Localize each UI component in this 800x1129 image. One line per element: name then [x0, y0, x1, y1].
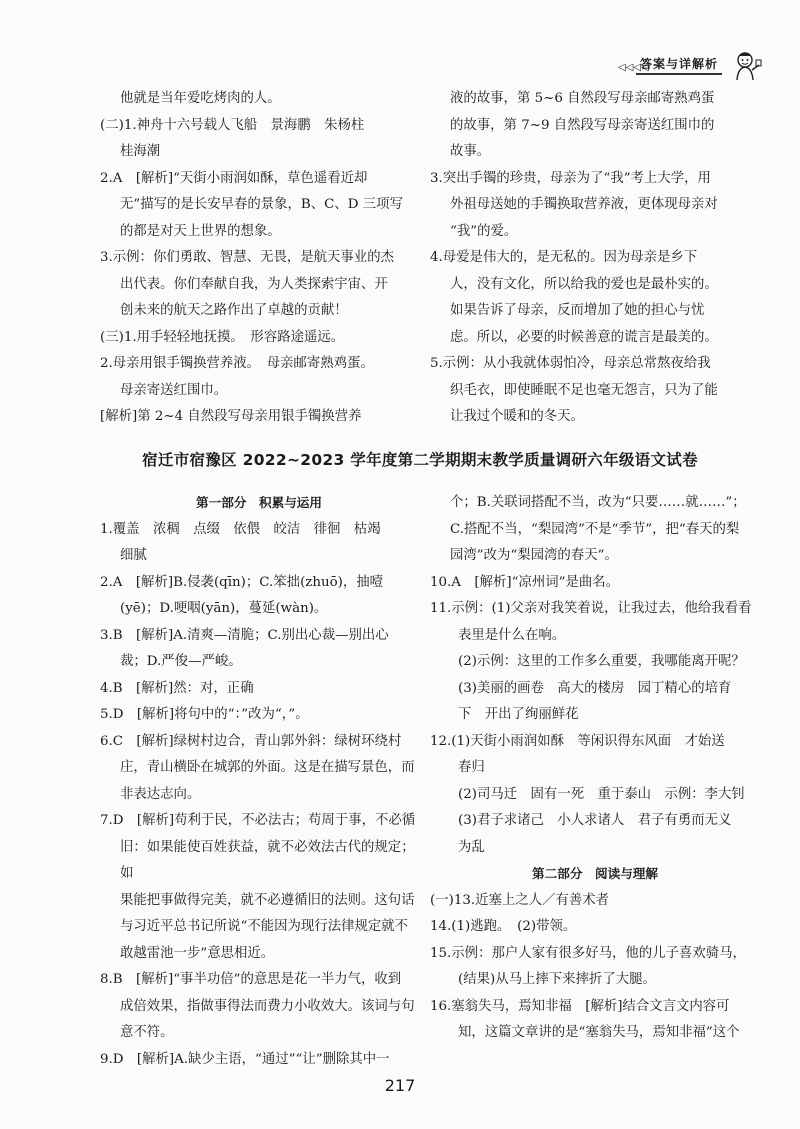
text-line: 15.示例：那户人家有很多好马，他的儿子喜欢骑马， — [430, 945, 746, 961]
text-line: 5.示例：从小我就体弱怕冷，母亲总常熬夜给我 — [430, 356, 711, 371]
bottom-right-column — [430, 490, 760, 1047]
text-line: 如果告诉了母亲，反而增加了她的担心与忧 — [450, 303, 705, 318]
text-line: 11.示例：(1)父亲对我笑着说，让我过去，他给我看看 — [430, 601, 752, 616]
part-two-heading: 第二部分 阅读与理解 — [532, 866, 658, 881]
text-line: 下 开出了绚丽鲜花 — [458, 707, 579, 722]
text-line: “我”的爱。 — [450, 223, 518, 239]
text-line: (一)13.近塞上之人／有善术者 — [430, 892, 610, 908]
text-line: 与习近平总书记所说“不能因为现行法律规定就不 — [120, 919, 409, 934]
text-line: (三)1.用手轻轻地抚摸。 形容路途遥远。 — [100, 329, 345, 345]
text-line: 敢越雷池一步”意思相近。 — [120, 945, 275, 961]
text-line: 他就是当年爱吃烤肉的人。 — [120, 91, 281, 106]
text-line: 的故事，第 7~9 自然段写母亲寄送红围巾的 — [450, 117, 715, 133]
text-line: 春归 — [458, 760, 485, 775]
text-line: 14.(1)逃跑。 (2)带领。 — [430, 919, 577, 934]
text-line: 园湾”改为“梨园湾的春天”。 — [450, 548, 618, 563]
header-badge — [636, 52, 762, 78]
text-line: 9.D [解析]A.缺少主语，“通过”“让”删除其中一 — [100, 1051, 390, 1067]
text-line: 果能把事做得完美，就不必遵循旧的法则。这句话 — [120, 892, 415, 908]
text-line: 母亲寄送红围巾。 — [120, 382, 228, 398]
text-line: 7.D [解析]苟利于民，不必法古；苟周于事，不必循 — [100, 813, 416, 828]
text-line: (结果)从马上摔下来摔折了大腿。 — [458, 972, 656, 987]
text-line: 4.B [解析]然：对，正确 — [100, 680, 254, 696]
text-line: 无”描写的是长安早春的景象，B、C、D 三项写 — [120, 197, 403, 212]
text-line: 8.B [解析]“事半功倍”的意思是花一半力气，收到 — [100, 972, 402, 987]
text-line: 桂海潮 — [120, 144, 161, 159]
text-line: (3)美丽的画卷 高大的楼房 园丁精心的培育 — [458, 680, 732, 696]
text-line: 表里是什么在响。 — [458, 627, 566, 643]
text-line: 非表达志向。 — [120, 786, 201, 802]
text-line: 织毛衣，即使睡眠不足也毫无怨言，只为了能 — [450, 382, 718, 398]
text-line: 的都是对天上世界的想象。 — [120, 223, 281, 239]
text-line: 5.D [解析]将句中的“：”改为“，”。 — [100, 707, 309, 722]
page-number: 217 — [384, 1076, 416, 1095]
text-line: 2.母亲用银手镯换营养液。 母亲邮寄熟鸡蛋。 — [100, 356, 374, 371]
text-line: 成倍效果，指做事得法而费力小收效大。该词与句 — [120, 998, 415, 1014]
text-line: (2)示例：这里的工作多么重要，我哪能离开呢？ — [458, 654, 745, 669]
text-line: 12.(1)天街小雨润如酥 等闲识得东风面 才始送 — [430, 733, 725, 749]
text-line: 液的故事，第 5~6 自然段写母亲邮寄熟鸡蛋 — [450, 91, 715, 106]
text-line: 细腻 — [120, 548, 147, 563]
header-arrows: ◁◁◁◁ — [618, 62, 649, 73]
text-line: 旧：如果能使百姓获益，就不必效法古代的规定；如 — [120, 839, 415, 881]
text-line: (3)君子求诸己 小人求诸人 君子有勇而无义 — [458, 813, 732, 828]
text-line: 让我过个暖和的冬天。 — [450, 409, 584, 424]
text-line: [解析]第 2~4 自然段写母亲用银手镯换营养 — [100, 409, 362, 424]
text-line: C.搭配不当，“梨园湾”不是“季节”，把“春天的梨 — [450, 521, 740, 537]
text-line: 出代表。你们奉献自我，为人类探索宇宙、开 — [120, 276, 388, 292]
text-line: 10.A [解析]“凉州词”是曲名。 — [430, 574, 620, 590]
text-line: 庄，青山横卧在城郭的外面。这是在描写景色，而 — [120, 760, 415, 775]
text-line: (二)1.神舟十六号载人飞船 景海鹏 朱杨柱 — [100, 117, 365, 133]
text-line: 16.塞翁失马，焉知非福 [解析]结合文言文内容可 — [430, 998, 730, 1014]
text-line: 1.覆盖 浓稠 点缀 依偎 皎洁 徘徊 枯竭 — [100, 521, 381, 537]
bottom-left-column — [100, 490, 418, 1073]
text-line: 3.示例：你们勇敢、智慧、无畏，是航天事业的杰 — [100, 250, 394, 265]
part-one-heading: 第一部分 积累与运用 — [196, 495, 322, 510]
text-line: 2.A [解析]B.侵袭(qīn)；C.笨拙(zhuō)，抽噎 — [100, 574, 384, 590]
text-line: 裁；D.严俊—严峻。 — [120, 654, 242, 669]
text-line: 3.突出手镯的珍贵，母亲为了“我”考上大学，用 — [430, 170, 711, 186]
top-left-column — [100, 86, 418, 431]
text-line: (2)司马迁 固有一死 重于泰山 示例：李大钊 — [458, 786, 745, 802]
text-line: 意不符。 — [120, 1025, 174, 1040]
text-line: 虑。所以，必要的时候善意的谎言是最美的。 — [450, 329, 718, 345]
text-line: 人，没有文化，所以给我的爱也是最朴实的。 — [450, 276, 718, 292]
text-line: 知，这篇文章讲的是“塞翁失马，焉知非福”这个 — [458, 1025, 740, 1040]
header-badge-text: 答案与详解析 — [636, 55, 722, 75]
text-line: 为乱 — [458, 839, 485, 855]
text-line: 个；B.关联词搭配不当，改为“只要……就……”； — [450, 495, 746, 510]
text-line: (yē)；D.哽咽(yān)，蔓延(wàn)。 — [120, 601, 328, 616]
text-line: 6.C [解析]绿树村边合，青山郭外斜：绿树环绕村 — [100, 733, 402, 749]
text-line: 创未来的航天之路作出了卓越的贡献！ — [120, 303, 348, 318]
text-line: 故事。 — [450, 144, 491, 159]
text-line: 2.A [解析]“天街小雨润如酥，草色遥看近却 — [100, 170, 368, 186]
section-title: 宿迁市宿豫区 2022~2023 学年度第二学期期末教学质量调研六年级语文试卷 — [142, 451, 698, 469]
text-line: 4.母爱是伟大的，是无私的。因为母亲是乡下 — [430, 250, 698, 265]
top-right-column — [430, 86, 760, 431]
text-line: 外祖母送她的手镯换取营养液，更体现母亲对 — [450, 197, 718, 212]
mascot-icon — [728, 48, 762, 82]
text-line: 3.B [解析]A.清爽—清脆；C.别出心裁—别出心 — [100, 627, 389, 643]
